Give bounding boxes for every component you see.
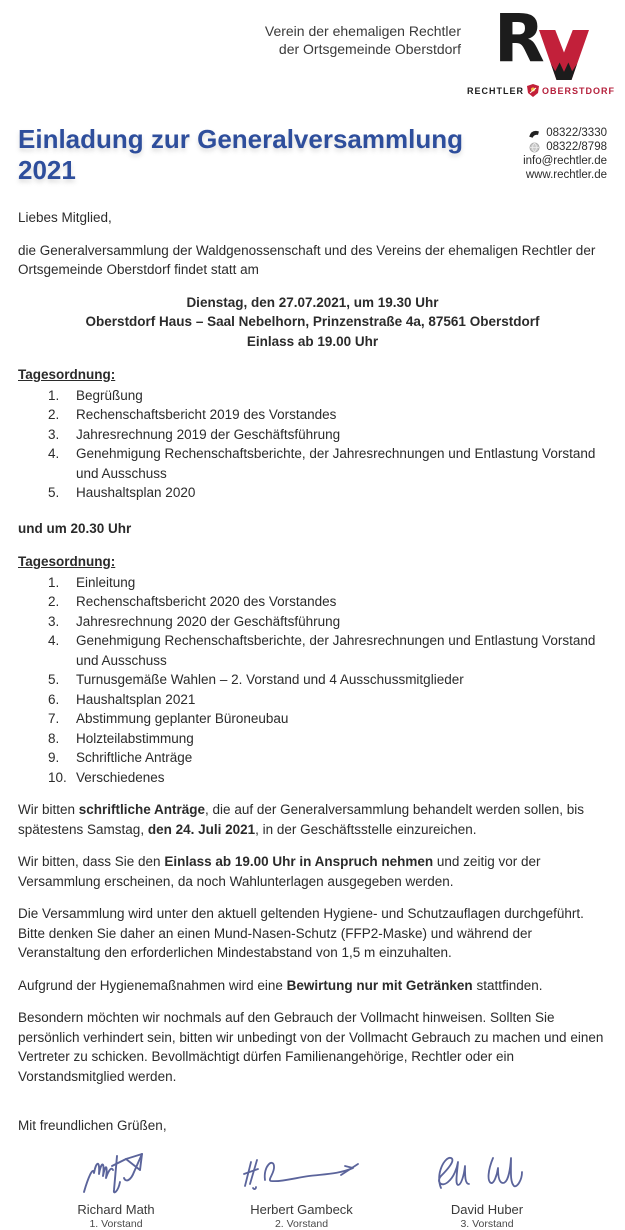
- letter-body: [18, 208, 607, 1136]
- agenda-item: Rechenschaftsbericht 2019 des Vorstandes: [76, 407, 337, 422]
- signature-david-huber-icon: [427, 1148, 547, 1198]
- signature-richard-math-icon: [68, 1148, 164, 1198]
- paragraph-bewirtung: [18, 976, 607, 996]
- contact-block: [523, 126, 607, 182]
- text-segment-bold: Einlass ab 19.00 Uhr in Anspruch nehmen: [164, 854, 434, 869]
- signer-name: David Huber: [450, 1201, 524, 1217]
- salutation: Liebes Mitglied,: [18, 210, 112, 225]
- text-segment: , in der Geschäftsstelle einzureichen.: [255, 821, 477, 837]
- fax-globe-icon: [529, 142, 540, 153]
- signature-block: [397, 1146, 577, 1230]
- text-segment-bold: Bewirtung nur mit Getränken: [286, 977, 473, 993]
- event-date-time: Dienstag, den 27.07.2021, um 19.30 Uhr: [186, 294, 439, 310]
- agenda-item: Genehmigung Rechenschaftsberichte, der Jahresrechnungen und Entlastung Vorstand und Ausschuss: [76, 633, 596, 668]
- signer-name: Herbert Gambeck: [250, 1201, 353, 1217]
- text-segment: , die auf der Generalversammlung behandelt werden sollen, bis spätestens Samstag,: [18, 802, 585, 837]
- title-row: [18, 124, 607, 186]
- agenda-item: Jahresrechnung 2019 der Geschäftsführung: [76, 426, 341, 442]
- org-name-line1: Verein der ehemaligen Rechtler: [264, 23, 461, 39]
- intro-paragraph: die Generalversammlung der Waldgenossenschaft und des Vereins der ehemaligen Rechtler der Ortsgemeinde Oberstdorf findet statt am: [18, 242, 596, 277]
- phone-number: 08322/3330: [546, 127, 607, 139]
- paragraph-antraege: [18, 800, 607, 839]
- agenda-item: Rechenschaftsbericht 2020 des Vorstandes: [76, 594, 337, 609]
- agenda-item: Genehmigung Rechenschaftsberichte, der Jahresrechnungen und Entlastung Vorstand und Ausschuss: [76, 446, 596, 481]
- second-session-time: und um 20.30 Uhr: [18, 520, 132, 536]
- paragraph-vollmacht: Besondern möchten wir nochmals auf den Gebrauch der Vollmacht hinweisen. Sollten Sie persönlich verhindert sein, bitten wir unbedingt von der Vollmacht Gebrauch zu machen und einen Vertreter zu schicken. Bevollmächtigt dürfen Familienangehörige, Rechtler oder ein Vorstandsmitglied werden.: [18, 1010, 604, 1084]
- logo-letter-v-icon: [538, 30, 590, 80]
- text-segment: Wir bitten: [18, 802, 79, 817]
- agenda-item: Schriftliche Anträge: [76, 750, 193, 765]
- phone-icon: [527, 127, 540, 139]
- agenda-item: Holzteilabstimmung: [76, 730, 194, 746]
- contact-website: www.rechtler.de: [525, 169, 607, 181]
- logo-letter-r: R: [494, 0, 543, 77]
- page-title: Einladung zur Generalversammlung 2021: [18, 124, 463, 185]
- logo-caption-rechtler: RECHTLER: [467, 85, 524, 96]
- event-details: [18, 293, 607, 352]
- letterhead: [18, 0, 615, 108]
- text-segment-bold: schriftliche Anträge: [78, 802, 206, 817]
- signature-block: [212, 1146, 392, 1230]
- signature-row: [18, 1140, 607, 1230]
- paragraph-einlass: [18, 852, 607, 891]
- contact-fax-line: [523, 140, 607, 154]
- closing-line: Mit freundlichen Grüßen,: [18, 1118, 167, 1133]
- crest-icon: [527, 84, 539, 97]
- agenda-item: Turnusgemäße Wahlen – 2. Vorstand und 4 Ausschussmitglieder: [76, 672, 464, 687]
- agenda-item: Verschiedenes: [76, 769, 165, 785]
- contact-email: info@rechtler.de: [523, 155, 607, 167]
- agenda2-heading: Tagesordnung:: [18, 554, 116, 569]
- logo-caption-oberstdorf: OBERSTDORF: [542, 85, 615, 96]
- logo-caption: [467, 84, 615, 97]
- org-name: [265, 22, 461, 58]
- event-location: Oberstdorf Haus – Saal Nebelhorn, Prinzenstraße 4a, 87561 Oberstdorf: [85, 314, 540, 329]
- event-admission: Einlass ab 19.00 Uhr: [246, 333, 379, 349]
- agenda-item: Begrüßung: [76, 387, 143, 403]
- agenda-item: Einleitung: [76, 574, 136, 590]
- agenda1-heading: Tagesordnung:: [18, 367, 116, 382]
- rechtler-logo: [467, 0, 615, 97]
- text-segment: Wir bitten, dass Sie den: [18, 854, 165, 869]
- text-segment: und zeitig vor der Versammlung erscheinen, da noch Wahlunterlagen ausgegeben werden.: [18, 854, 541, 889]
- signer-name: Richard Math: [77, 1201, 155, 1217]
- text-segment: stattfinden.: [472, 977, 543, 993]
- contact-phone-line: [523, 126, 607, 140]
- signer-role: 3. Vorstand: [460, 1217, 514, 1230]
- agenda-item: Haushaltsplan 2020: [76, 485, 196, 500]
- signature-block: [26, 1146, 206, 1230]
- signer-role: 2. Vorstand: [274, 1217, 329, 1230]
- agenda2-list: [18, 573, 607, 788]
- agenda-item: Abstimmung geplanter Büroneubau: [76, 711, 289, 726]
- paragraph-hygiene: Die Versammlung wird unter den aktuell geltenden Hygiene- und Schutzauflagen durchgeführt. Bitte denken Sie daher an einen Mund-Nasen-Schutz (FFP2-Maske) und während der Veranstaltung den erforderlichen Mindestabstand von 1,5 m einzuhalten.: [18, 906, 584, 960]
- fax-number: 08322/8798: [546, 141, 607, 153]
- agenda-item: Haushaltsplan 2021: [76, 691, 196, 707]
- logo-mark: [486, 0, 596, 78]
- signature-herbert-gambeck-icon: [237, 1148, 367, 1198]
- signer-role: 1. Vorstand: [89, 1217, 143, 1230]
- agenda-item: Jahresrechnung 2020 der Geschäftsführung: [76, 613, 341, 629]
- org-name-line2: der Ortsgemeinde Oberstdorf: [278, 41, 461, 57]
- text-segment: Aufgrund der Hygienemaßnahmen wird eine: [18, 977, 287, 993]
- text-segment-bold: den 24. Juli 2021: [147, 821, 256, 837]
- agenda1-list: [18, 386, 607, 503]
